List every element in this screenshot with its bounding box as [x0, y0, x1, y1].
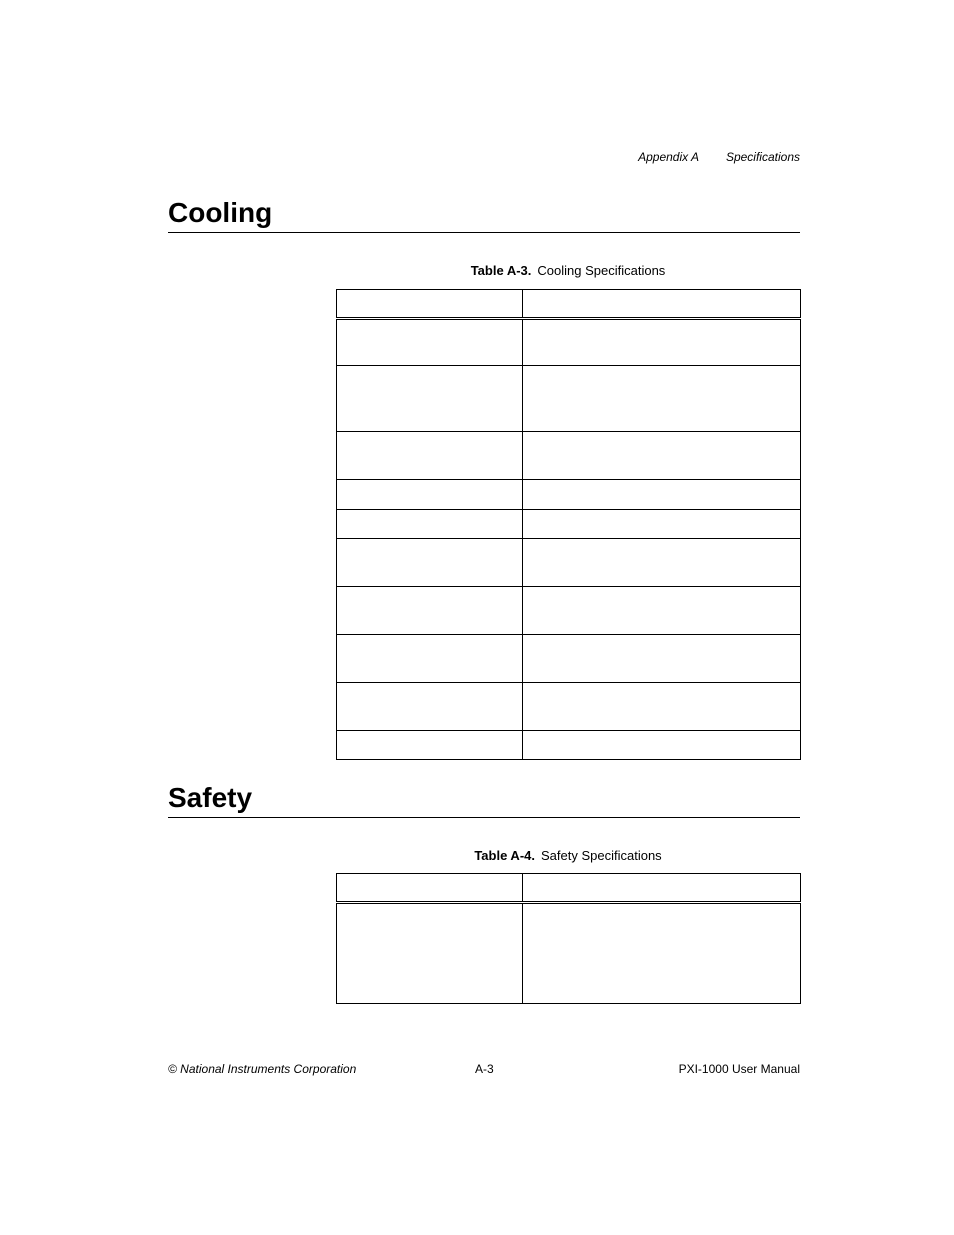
table-row: [337, 432, 801, 480]
table-row: [337, 319, 801, 366]
table-cell: [337, 731, 523, 760]
table-cell: [523, 731, 801, 760]
table-row: [337, 480, 801, 510]
table-header-cell: [523, 874, 801, 903]
table-cell: [337, 432, 523, 480]
table-cell: [523, 319, 801, 366]
table-cell: [523, 480, 801, 510]
table-header-row: [337, 290, 801, 319]
table-header-row: [337, 874, 801, 903]
table-row: [337, 903, 801, 1004]
safety-caption-text: Safety Specifications: [541, 848, 662, 863]
table-cell: [523, 635, 801, 683]
table-cell: [337, 366, 523, 432]
safety-heading: Safety: [168, 781, 800, 818]
table-cell: [337, 319, 523, 366]
table-cell: [337, 635, 523, 683]
table-cell: [337, 587, 523, 635]
cooling-caption-text: Cooling Specifications: [537, 263, 666, 278]
header-section: Specifications: [725, 150, 800, 164]
table-row: [337, 731, 801, 760]
running-header: [638, 150, 800, 164]
cooling-spec-table: [336, 289, 801, 760]
table-cell: [337, 683, 523, 731]
safety-table-caption: [336, 848, 800, 863]
table-cell: [337, 903, 523, 1004]
footer-manual-title: PXI-1000 User Manual: [678, 1062, 800, 1076]
cooling-caption-number: Table A-3.: [470, 263, 532, 278]
cooling-table-caption: [336, 263, 800, 278]
table-row: [337, 510, 801, 539]
table-row: [337, 587, 801, 635]
table-cell: [337, 510, 523, 539]
table-cell: [337, 539, 523, 587]
footer-copyright: © National Instruments Corporation: [168, 1062, 357, 1076]
table-header-cell: [523, 290, 801, 319]
table-row: [337, 683, 801, 731]
footer-page-number: A-3: [475, 1062, 494, 1076]
table-header-cell: [337, 290, 523, 319]
table-row: [337, 366, 801, 432]
table-header-cell: [337, 874, 523, 903]
table-row: [337, 635, 801, 683]
table-cell: [523, 587, 801, 635]
cooling-heading: Cooling: [168, 196, 800, 233]
table-cell: [523, 539, 801, 587]
table-row: [337, 539, 801, 587]
table-cell: [523, 366, 801, 432]
table-cell: [523, 510, 801, 539]
table-cell: [523, 432, 801, 480]
safety-caption-number: Table A-4.: [474, 848, 535, 863]
safety-spec-table: [336, 873, 801, 1004]
table-cell: [337, 480, 523, 510]
table-cell: [523, 683, 801, 731]
header-appendix: Appendix A: [638, 150, 699, 164]
table-cell: [523, 903, 801, 1004]
